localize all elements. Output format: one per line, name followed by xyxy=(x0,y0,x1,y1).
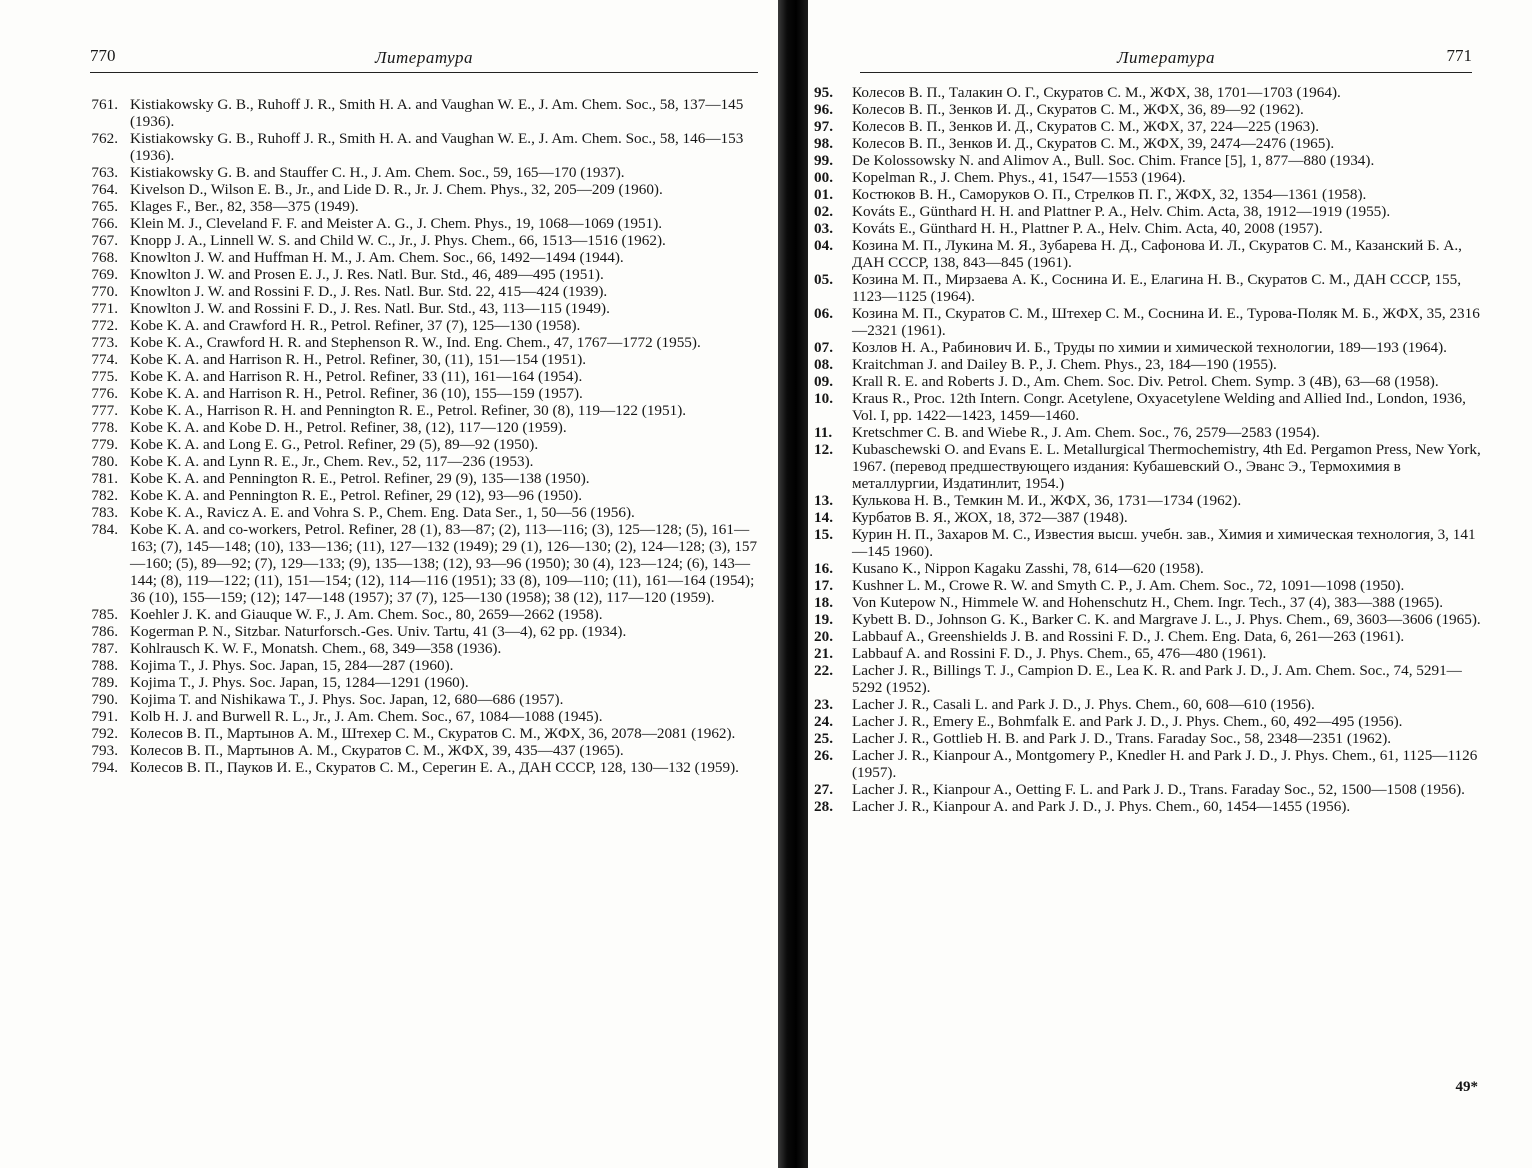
reference-number: 07. xyxy=(814,339,833,356)
reference-entry xyxy=(70,351,760,368)
reference-entry xyxy=(70,232,760,249)
reference-number: 773. xyxy=(91,334,118,351)
reference-text: Колесов В. П., Мартынов А. М., Скуратов С. М., ЖФХ, 39, 435—437 (1965). xyxy=(130,742,624,759)
header-rule xyxy=(860,72,1472,73)
reference-entry xyxy=(70,470,760,487)
reference-entry xyxy=(814,339,1488,356)
reference-entry xyxy=(814,220,1488,237)
reference-text: Labbauf A., Greenshields J. B. and Rossini F. D., J. Chem. Eng. Data, 6, 261—263 (1961). xyxy=(852,628,1405,645)
reference-number: 99. xyxy=(814,152,833,169)
reference-number: 25. xyxy=(814,730,833,747)
reference-number: 00. xyxy=(814,169,833,186)
reference-number: 777. xyxy=(91,402,118,419)
reference-entry xyxy=(814,271,1488,305)
reference-entry xyxy=(814,747,1488,781)
reference-number: 770. xyxy=(91,283,118,300)
reference-number: 763. xyxy=(91,164,118,181)
reference-text: Kobe K. A. and Lynn R. E., Jr., Chem. Rev., 52, 117—236 (1953). xyxy=(130,453,534,470)
reference-entry xyxy=(814,696,1488,713)
reference-entry xyxy=(70,96,760,130)
right-page-header xyxy=(860,46,1472,68)
reference-entry xyxy=(70,419,760,436)
reference-text: Knowlton J. W. and Rossini F. D., J. Res. Natl. Bur. Std. 22, 415—424 (1939). xyxy=(130,283,608,300)
reference-number: 771. xyxy=(91,300,118,317)
reference-entry xyxy=(70,198,760,215)
reference-entry xyxy=(70,436,760,453)
left-page-header xyxy=(90,46,758,68)
left-reference-list xyxy=(70,96,760,776)
reference-text: Kistiakowsky G. B., Ruhoff J. R., Smith H. A. and Vaughan W. E., J. Am. Chem. Soc., 58, 146—153 (1936). xyxy=(130,130,744,164)
reference-number: 17. xyxy=(814,577,833,594)
reference-text: Klages F., Ber., 82, 358—375 (1949). xyxy=(130,198,359,215)
reference-text: Klein M. J., Cleveland F. F. and Meister A. G., J. Chem. Phys., 19, 1068—1069 (1951). xyxy=(130,215,663,232)
reference-number: 785. xyxy=(91,606,118,623)
reference-number: 765. xyxy=(91,198,118,215)
reference-entry xyxy=(70,334,760,351)
reference-text: De Kolossowsky N. and Alimov A., Bull. Soc. Chim. France [5], 1, 877—880 (1934). xyxy=(852,152,1375,169)
reference-entry xyxy=(70,368,760,385)
reference-entry xyxy=(814,713,1488,730)
reference-text: Колесов В. П., Зенков И. Д., Скуратов С. М., ЖФХ, 36, 89—92 (1962). xyxy=(852,101,1304,118)
reference-entry xyxy=(70,300,760,317)
reference-entry xyxy=(814,390,1488,424)
reference-number: 12. xyxy=(814,441,833,458)
reference-entry xyxy=(814,645,1488,662)
reference-text: Koehler J. K. and Giauque W. F., J. Am. Chem. Soc., 80, 2659—2662 (1958). xyxy=(130,606,603,623)
reference-entry xyxy=(814,135,1488,152)
reference-text: Kobe K. A., Harrison R. H. and Pennington R. E., Petrol. Refiner, 30 (8), 119—122 (1951). xyxy=(130,402,687,419)
reference-text: Lacher J. R., Billings T. J., Campion D. E., Lea K. R. and Park J. D., J. Am. Chem. Soc., 74, 5291—5292 (1952). xyxy=(852,662,1462,696)
reference-number: 09. xyxy=(814,373,833,390)
right-reference-list xyxy=(814,84,1488,815)
reference-text: Kretschmer C. B. and Wiebe R., J. Am. Chem. Soc., 76, 2579—2583 (1954). xyxy=(852,424,1320,441)
reference-entry xyxy=(70,623,760,640)
reference-text: Kobe K. A. and Crawford H. R., Petrol. Refiner, 37 (7), 125—130 (1958). xyxy=(130,317,581,334)
reference-text: Kobe K. A. and Harrison R. H., Petrol. Refiner, 33 (11), 161—164 (1954). xyxy=(130,368,583,385)
reference-number: 791. xyxy=(91,708,118,725)
reference-number: 11. xyxy=(814,424,833,441)
reference-entry xyxy=(814,441,1488,492)
reference-entry xyxy=(70,708,760,725)
reference-entry xyxy=(70,181,760,198)
reference-number: 04. xyxy=(814,237,833,254)
reference-text: Kobe K. A. and Pennington R. E., Petrol. Refiner, 29 (12), 93—96 (1950). xyxy=(130,487,583,504)
reference-number: 781. xyxy=(91,470,118,487)
reference-text: Lacher J. R., Kianpour A., Oetting F. L. and Park J. D., Trans. Faraday Soc., 52, 1500—1508 (1956). xyxy=(852,781,1465,798)
reference-text: Колесов В. П., Зенков И. Д., Скуратов С. М., ЖФХ, 39, 2474—2476 (1965). xyxy=(852,135,1335,152)
reference-text: Lacher J. R., Casali L. and Park J. D., J. Phys. Chem., 60, 608—610 (1956). xyxy=(852,696,1315,713)
reference-entry xyxy=(814,305,1488,339)
reference-entry xyxy=(70,317,760,334)
reference-entry xyxy=(70,130,760,164)
reference-entry xyxy=(814,424,1488,441)
reference-text: Krall R. E. and Roberts J. D., Am. Chem. Soc. Div. Petrol. Chem. Symp. 3 (4B), 63—68 (1958). xyxy=(852,373,1439,390)
reference-number: 766. xyxy=(91,215,118,232)
left-running-head: Литература xyxy=(374,48,473,67)
reference-number: 20. xyxy=(814,628,833,645)
reference-text: Kobe K. A. and Harrison R. H., Petrol. Refiner, 30, (11), 151—154 (1951). xyxy=(130,351,587,368)
reference-number: 761. xyxy=(91,96,118,113)
reference-number: 24. xyxy=(814,713,833,730)
reference-text: Колесов В. П., Пауков И. Е., Скуратов С. М., Серегин Е. А., ДАН СССР, 128, 130—132 (1959). xyxy=(130,759,739,776)
reference-number: 780. xyxy=(91,453,118,470)
reference-number: 95. xyxy=(814,84,833,101)
reference-number: 789. xyxy=(91,674,118,691)
reference-text: Kraus R., Proc. 12th Intern. Congr. Acetylene, Oxyacetylene Welding and Allied Ind., London, 1936, Vol. I, pp. 1422—1423, 1459—1460. xyxy=(852,390,1466,424)
reference-number: 08. xyxy=(814,356,833,373)
reference-entry xyxy=(70,742,760,759)
reference-number: 790. xyxy=(91,691,118,708)
reference-text: Kopelman R., J. Chem. Phys., 41, 1547—1553 (1964). xyxy=(852,169,1186,186)
reference-entry xyxy=(814,169,1488,186)
reference-text: Kistiakowsky G. B. and Stauffer C. H., J. Am. Chem. Soc., 59, 165—170 (1937). xyxy=(130,164,625,181)
reference-entry xyxy=(814,186,1488,203)
reference-text: Kobe K. A., Crawford H. R. and Stephenson R. W., Ind. Eng. Chem., 47, 1767—1772 (1955). xyxy=(130,334,701,351)
reference-number: 783. xyxy=(91,504,118,521)
reference-number: 784. xyxy=(91,521,118,538)
reference-text: Kivelson D., Wilson E. B., Jr., and Lide D. R., Jr. J. Chem. Phys., 32, 205—209 (1960). xyxy=(130,181,663,198)
reference-number: 02. xyxy=(814,203,833,220)
reference-text: Козлов Н. А., Рабинович И. Б., Труды по химии и химической технологии, 189—193 (1964). xyxy=(852,339,1447,356)
reference-number: 16. xyxy=(814,560,833,577)
reference-text: Lacher J. R., Gottlieb H. B. and Park J. D., Trans. Faraday Soc., 58, 2348—2351 (1962). xyxy=(852,730,1392,747)
left-page-number: 770 xyxy=(90,46,116,65)
reference-number: 14. xyxy=(814,509,833,526)
reference-text: Козина М. П., Лукина М. Я., Зубарева Н. Д., Сафонова И. Л., Скуратов С. М., Казанский Б. А., ДАН СССР, 138, 843—845 (1961). xyxy=(852,237,1462,271)
reference-text: Kojima T., J. Phys. Soc. Japan, 15, 1284—1291 (1960). xyxy=(130,674,469,691)
reference-text: Kybett B. D., Johnson G. K., Barker C. K. and Margrave J. L., J. Phys. Chem., 69, 3603—3606 (1965). xyxy=(852,611,1481,628)
reference-entry xyxy=(814,356,1488,373)
reference-number: 772. xyxy=(91,317,118,334)
reference-entry xyxy=(814,730,1488,747)
reference-entry xyxy=(814,509,1488,526)
signature-mark: 49* xyxy=(1455,1079,1478,1095)
reference-number: 01. xyxy=(814,186,833,203)
reference-text: Knowlton J. W. and Prosen E. J., J. Res. Natl. Bur. Std., 46, 489—495 (1951). xyxy=(130,266,604,283)
reference-text: Курбатов В. Я., ЖОХ, 18, 372—387 (1948). xyxy=(852,509,1128,526)
reference-entry xyxy=(814,781,1488,798)
reference-text: Kushner L. M., Crowe R. W. and Smyth C. P., J. Am. Chem. Soc., 72, 1091—1098 (1950). xyxy=(852,577,1405,594)
reference-number: 13. xyxy=(814,492,833,509)
reference-entry xyxy=(70,283,760,300)
reference-entry xyxy=(814,594,1488,611)
reference-number: 15. xyxy=(814,526,833,543)
reference-number: 782. xyxy=(91,487,118,504)
reference-entry xyxy=(814,662,1488,696)
reference-number: 21. xyxy=(814,645,833,662)
reference-entry xyxy=(70,674,760,691)
reference-entry xyxy=(70,640,760,657)
reference-number: 22. xyxy=(814,662,833,679)
reference-number: 18. xyxy=(814,594,833,611)
reference-entry xyxy=(814,492,1488,509)
reference-entry xyxy=(70,521,760,606)
reference-number: 769. xyxy=(91,266,118,283)
reference-text: Колесов В. П., Талакин О. Г., Скуратов С. М., ЖФХ, 38, 1701—1703 (1964). xyxy=(852,84,1341,101)
reference-text: Kobe K. A. and co-workers, Petrol. Refiner, 28 (1), 83—87; (2), 113—116; (3), 125—128; (5), 161—163; (7), 145—148; (10), 133—136; (11), 127—132 (1949); 29 (1), 126—130; (2), 124—128; (3), 157—160; (5), 89—92; (7), 129—133; (9), 135—138; (12), 93—96 (1950); 30 (4), 123—124; (6), 143—144; (8), 119—122; (11), 151—154; (12), 114—116 (1951); 33 (8), 109—110; (11), 161—164 (1954); 36 (10), 155—159; (12); 147—148 (1957); 37 (7), 125—130 (1958); 38 (12), 117—120 (1959). xyxy=(130,521,758,606)
reference-text: Kubaschewski O. and Evans E. L. Metallurgical Thermochemistry, 4th Ed. Pergamon Press, New York, 1967. (перевод предшествующего издания: Кубашевский О., Эванс Э., Термохимия в металлургии, Издатинлит, 1954.) xyxy=(852,441,1481,492)
reference-text: Кулькова Н. В., Темкин М. И., ЖФХ, 36, 1731—1734 (1962). xyxy=(852,492,1242,509)
reference-text: Knopp J. A., Linnell W. S. and Child W. C., Jr., J. Phys. Chem., 66, 1513—1516 (1962). xyxy=(130,232,666,249)
reference-text: Kojima T. and Nishikawa T., J. Phys. Soc. Japan, 12, 680—686 (1957). xyxy=(130,691,564,708)
reference-text: Kováts E., Günthard H. H. and Plattner P. A., Helv. Chim. Acta, 38, 1912—1919 (1955). xyxy=(852,203,1391,220)
reference-entry xyxy=(814,798,1488,815)
reference-entry xyxy=(70,215,760,232)
reference-number: 98. xyxy=(814,135,833,152)
reference-entry xyxy=(814,118,1488,135)
reference-number: 19. xyxy=(814,611,833,628)
reference-text: Von Kutepow N., Himmele W. and Hohenschutz H., Chem. Ingr. Tech., 37 (4), 383—388 (1965). xyxy=(852,594,1444,611)
reference-number: 27. xyxy=(814,781,833,798)
reference-number: 778. xyxy=(91,419,118,436)
reference-number: 762. xyxy=(91,130,118,147)
reference-entry xyxy=(70,266,760,283)
reference-entry xyxy=(814,628,1488,645)
reference-entry xyxy=(814,611,1488,628)
reference-text: Kolb H. J. and Burwell R. L., Jr., J. Am. Chem. Soc., 67, 1084—1088 (1945). xyxy=(130,708,603,725)
reference-number: 774. xyxy=(91,351,118,368)
reference-entry xyxy=(814,84,1488,101)
reference-entry xyxy=(814,237,1488,271)
reference-entry xyxy=(814,152,1488,169)
reference-number: 96. xyxy=(814,101,833,118)
reference-number: 10. xyxy=(814,390,833,407)
reference-text: Kobe K. A. and Harrison R. H., Petrol. Refiner, 36 (10), 155—159 (1957). xyxy=(130,385,583,402)
reference-text: Lacher J. R., Emery E., Bohmfalk E. and Park J. D., J. Phys. Chem., 60, 492—495 (1956). xyxy=(852,713,1403,730)
reference-text: Kobe K. A. and Long E. G., Petrol. Refiner, 29 (5), 89—92 (1950). xyxy=(130,436,539,453)
reference-entry xyxy=(70,725,760,742)
reference-entry xyxy=(70,657,760,674)
reference-text: Kobe K. A. and Kobe D. H., Petrol. Refiner, 38, (12), 117—120 (1959). xyxy=(130,419,567,436)
reference-number: 768. xyxy=(91,249,118,266)
reference-text: Kojima T., J. Phys. Soc. Japan, 15, 284—287 (1960). xyxy=(130,657,454,674)
reference-text: Kováts E., Günthard H. H., Plattner P. A., Helv. Chim. Acta, 40, 2008 (1957). xyxy=(852,220,1323,237)
reference-text: Kohlrausch K. W. F., Monatsh. Chem., 68, 349—358 (1936). xyxy=(130,640,502,657)
reference-number: 05. xyxy=(814,271,833,288)
reference-number: 793. xyxy=(91,742,118,759)
reference-number: 775. xyxy=(91,368,118,385)
right-page-number: 771 xyxy=(1446,46,1472,65)
reference-text: Kraitchman J. and Dailey B. P., J. Chem. Phys., 23, 184—190 (1955). xyxy=(852,356,1277,373)
reference-text: Колесов В. П., Зенков И. Д., Скуратов С. М., ЖФХ, 37, 224—225 (1963). xyxy=(852,118,1320,135)
reference-number: 788. xyxy=(91,657,118,674)
reference-text: Lacher J. R., Kianpour A. and Park J. D., J. Phys. Chem., 60, 1454—1455 (1956). xyxy=(852,798,1351,815)
reference-text: Kusano K., Nippon Kagaku Zasshi, 78, 614—620 (1958). xyxy=(852,560,1204,577)
reference-entry xyxy=(814,203,1488,220)
header-rule xyxy=(90,72,758,73)
right-running-head: Литература xyxy=(1116,48,1215,67)
right-page xyxy=(808,0,1532,1168)
reference-number: 764. xyxy=(91,181,118,198)
reference-number: 06. xyxy=(814,305,833,322)
reference-number: 26. xyxy=(814,747,833,764)
reference-number: 03. xyxy=(814,220,833,237)
reference-entry xyxy=(70,385,760,402)
reference-number: 779. xyxy=(91,436,118,453)
reference-entry xyxy=(814,577,1488,594)
reference-text: Kobe K. A. and Pennington R. E., Petrol. Refiner, 29 (9), 135—138 (1950). xyxy=(130,470,590,487)
reference-text: Козина М. П., Мирзаева А. К., Соснина И. Е., Елагина Н. В., Скуратов С. М., ДАН СССР, 155, 1123—1125 (1964). xyxy=(852,271,1462,305)
reference-number: 767. xyxy=(91,232,118,249)
reference-text: Kogerman P. N., Sitzbar. Naturforsch.-Ges. Univ. Tartu, 41 (3—4), 62 pp. (1934). xyxy=(130,623,627,640)
reference-entry xyxy=(70,164,760,181)
reference-entry xyxy=(70,504,760,521)
reference-entry xyxy=(70,759,760,776)
reference-number: 23. xyxy=(814,696,833,713)
book-gutter xyxy=(778,0,808,1168)
reference-text: Колесов В. П., Мартынов А. М., Штехер С. М., Скуратов С. М., ЖФХ, 36, 2078—2081 (1962). xyxy=(130,725,736,742)
reference-number: 786. xyxy=(91,623,118,640)
reference-text: Labbauf A. and Rossini F. D., J. Phys. Chem., 65, 476—480 (1961). xyxy=(852,645,1267,662)
reference-entry xyxy=(70,402,760,419)
reference-text: Костюков В. Н., Саморуков О. П., Стрелков П. Г., ЖФХ, 32, 1354—1361 (1958). xyxy=(852,186,1367,203)
reference-number: 28. xyxy=(814,798,833,815)
reference-entry xyxy=(814,560,1488,577)
reference-entry xyxy=(70,487,760,504)
reference-entry xyxy=(70,249,760,266)
reference-text: Kobe K. A., Ravicz A. E. and Vohra S. P., Chem. Eng. Data Ser., 1, 50—56 (1956). xyxy=(130,504,635,521)
reference-entry xyxy=(814,373,1488,390)
reference-text: Курин Н. П., Захаров М. С., Известия высш. учебн. зав., Химия и химическая технология, 3, 141—145 1960). xyxy=(852,526,1476,560)
reference-number: 787. xyxy=(91,640,118,657)
reference-text: Knowlton J. W. and Huffman H. M., J. Am. Chem. Soc., 66, 1492—1494 (1944). xyxy=(130,249,624,266)
reference-number: 776. xyxy=(91,385,118,402)
reference-text: Lacher J. R., Kianpour A., Montgomery P., Knedler H. and Park J. D., J. Phys. Chem., 61, 1125—1126 (1957). xyxy=(852,747,1478,781)
reference-number: 792. xyxy=(91,725,118,742)
reference-entry xyxy=(814,526,1488,560)
reference-number: 97. xyxy=(814,118,833,135)
reference-text: Kistiakowsky G. B., Ruhoff J. R., Smith H. A. and Vaughan W. E., J. Am. Chem. Soc., 58, 137—145 (1936). xyxy=(130,96,744,130)
reference-entry xyxy=(70,606,760,623)
reference-text: Knowlton J. W. and Rossini F. D., J. Res. Natl. Bur. Std., 43, 113—115 (1949). xyxy=(130,300,610,317)
reference-number: 794. xyxy=(91,759,118,776)
reference-text: Козина М. П., Скуратов С. М., Штехер С. М., Соснина И. Е., Турова-Поляк М. Б., ЖФХ, 35, 2316—2321 (1961). xyxy=(852,305,1480,339)
reference-entry xyxy=(814,101,1488,118)
reference-entry xyxy=(70,453,760,470)
reference-entry xyxy=(70,691,760,708)
